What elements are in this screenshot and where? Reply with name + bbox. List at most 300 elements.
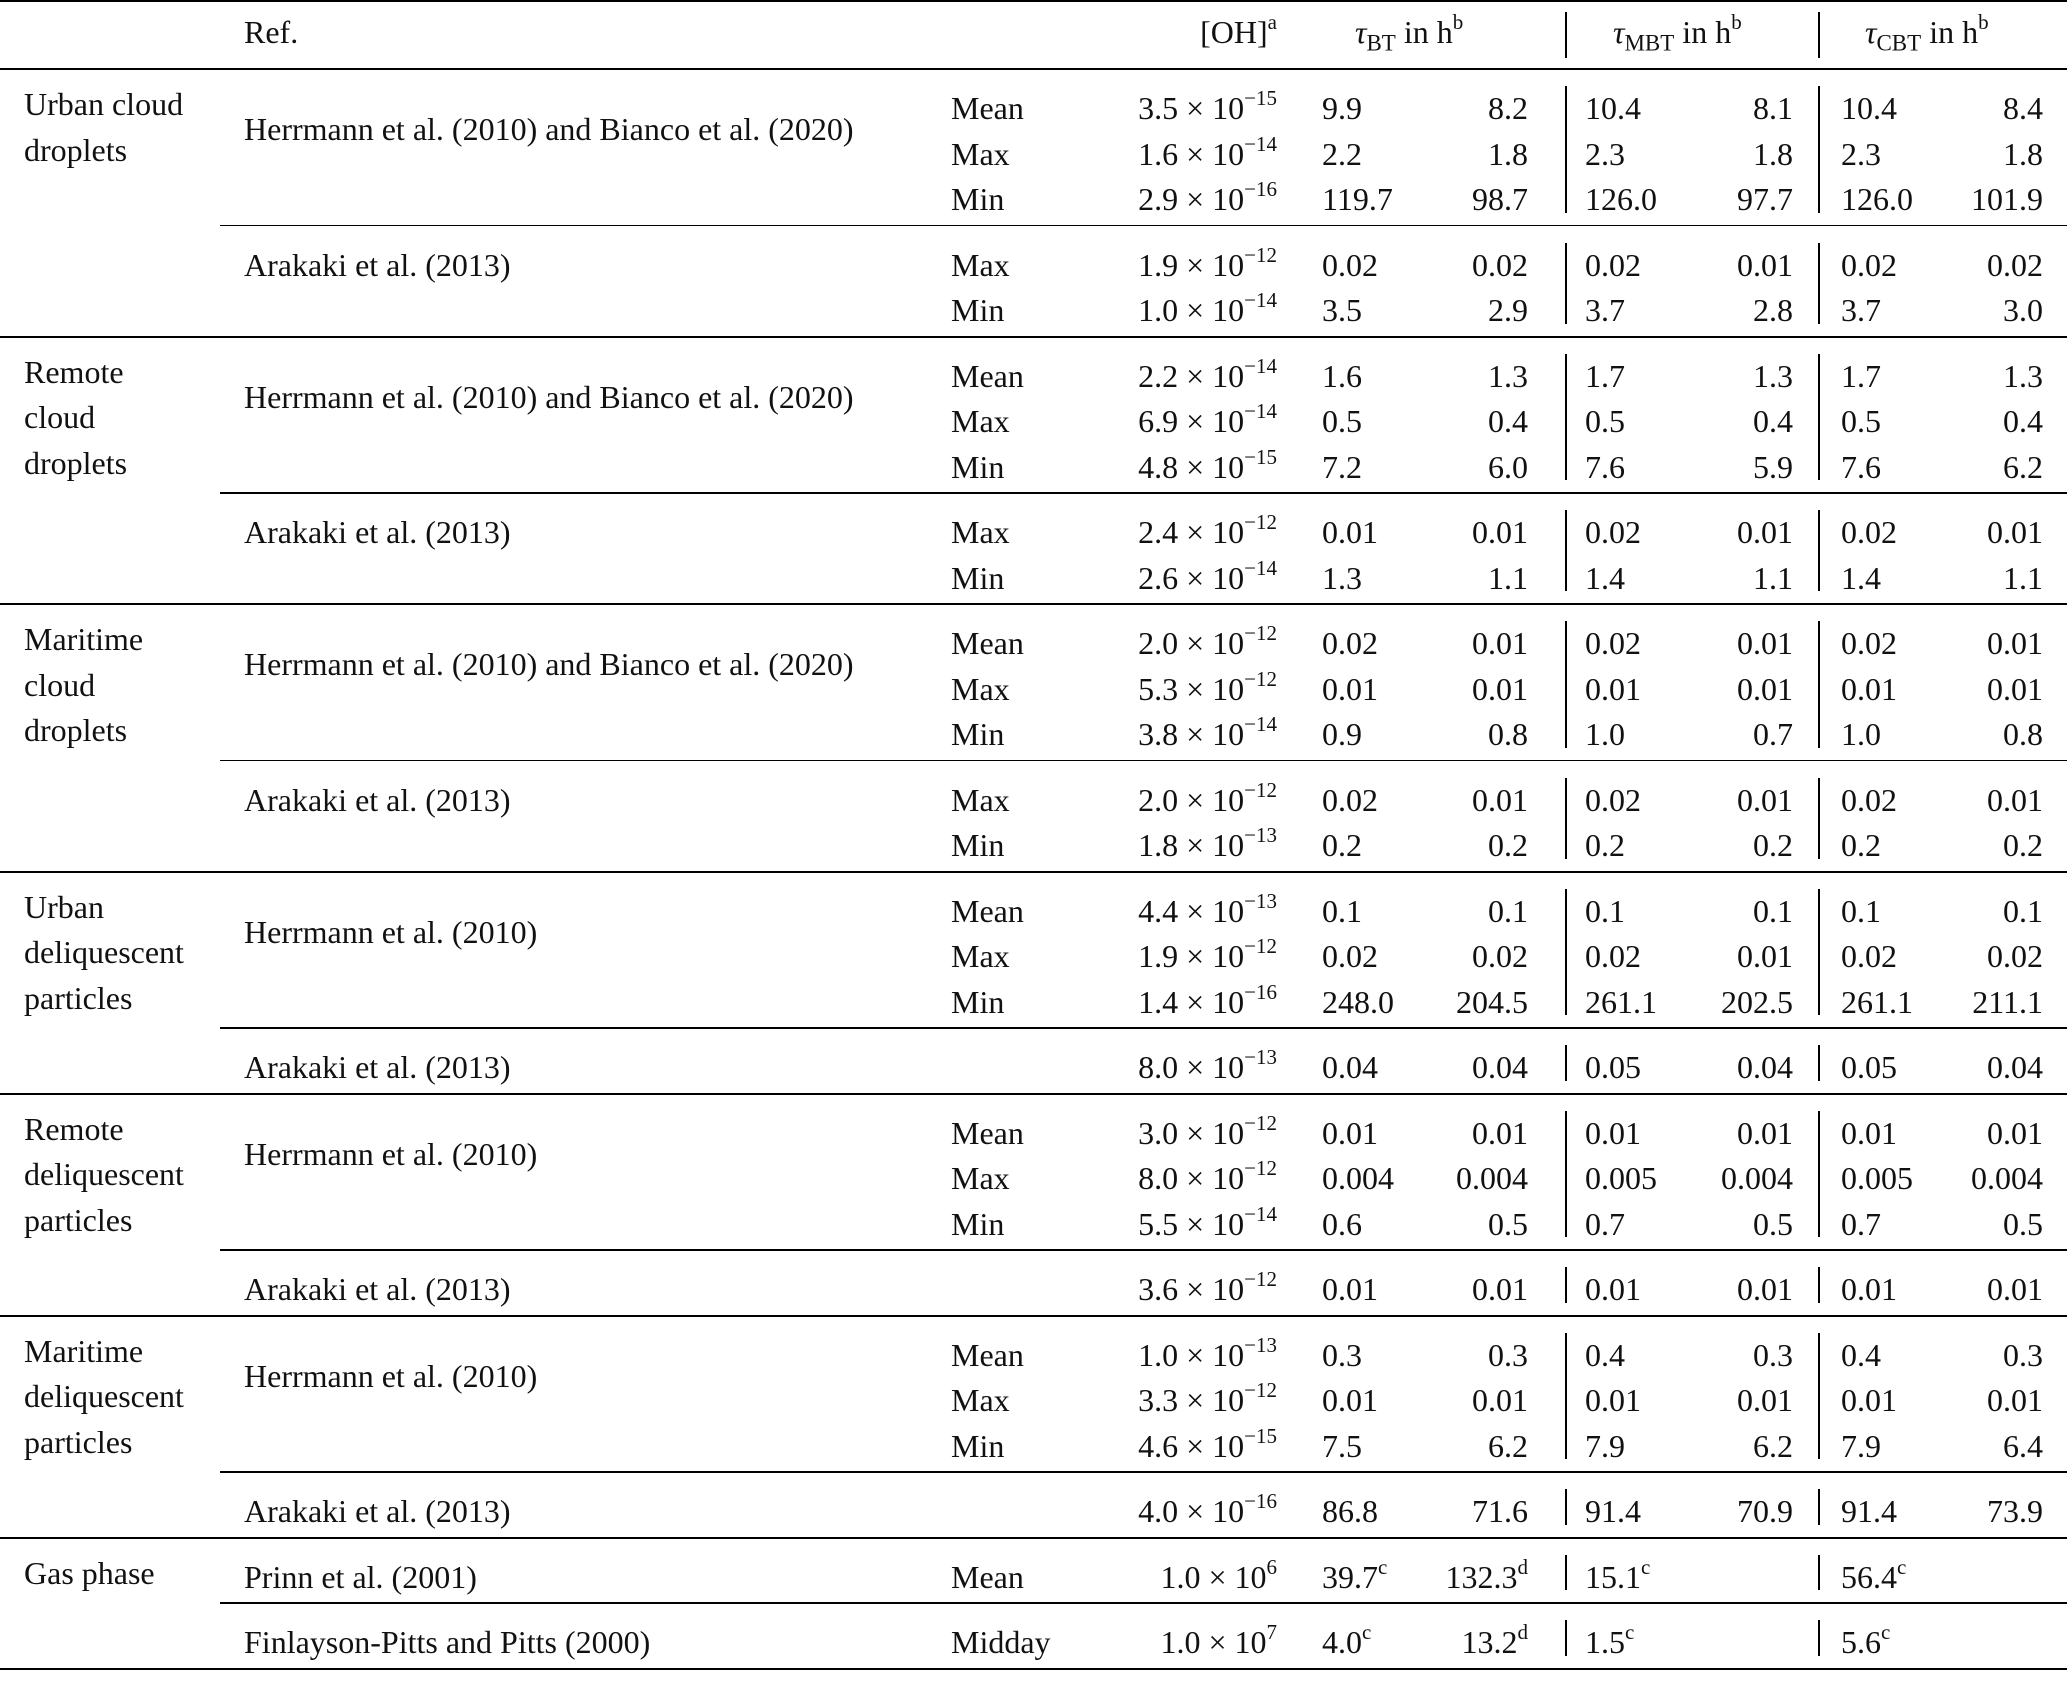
stat-text: Midday <box>951 1624 1051 1660</box>
lifetime-number: 119.7 <box>1322 181 1393 217</box>
lifetime-number: 132.3 <box>1445 1558 1518 1595</box>
stat-label <box>951 1624 1051 1660</box>
lifetime-value <box>1585 1049 1641 1085</box>
group-name-line: cloud <box>24 399 96 435</box>
group-name-line: deliquescent <box>24 1378 184 1414</box>
lifetime-value <box>1987 782 2043 818</box>
lifetime-number: 0.01 <box>1987 625 2043 661</box>
reference-text: Arakaki et al. (2013) <box>244 781 511 818</box>
lifetime-number: 0.01 <box>1472 514 1528 550</box>
lifetime-number: 0.01 <box>1737 781 1793 818</box>
stat-label <box>951 136 1010 172</box>
tau-unit: in h <box>1921 14 1979 50</box>
rule-line <box>0 0 2067 2</box>
stat-label <box>951 782 1010 818</box>
lifetime-number: 91.4 <box>1841 1493 1897 1529</box>
lifetime-value <box>1322 938 1378 974</box>
lifetime-value <box>1472 1493 1528 1529</box>
tau-subscript: CBT <box>1876 30 1922 56</box>
oh-mantissa: 1.9 × 10 <box>1138 246 1245 283</box>
rule-line <box>0 603 2067 605</box>
lifetime-value <box>1737 938 1793 974</box>
stat-text: Min <box>951 1427 1005 1464</box>
lifetime-number: 1.7 <box>1841 357 1881 394</box>
lifetime-value <box>1585 247 1641 283</box>
reference-text: Arakaki et al. (2013) <box>244 1493 511 1529</box>
lifetime-number: 0.01 <box>1322 1271 1378 1307</box>
lifetime-number: 0.04 <box>1737 1049 1793 1085</box>
rule-line <box>0 1668 2067 1670</box>
lifetime-value <box>1472 181 1528 217</box>
lifetime-value <box>1585 938 1641 974</box>
lifetime-number: 101.9 <box>1971 181 2043 217</box>
lifetime-number: 2.2 <box>1322 135 1362 172</box>
oh-exponent: −12 <box>1244 510 1277 535</box>
group-name-line: particles <box>24 979 133 1016</box>
lifetime-value <box>1841 1271 1897 1307</box>
lifetime-number: 6.2 <box>1488 1427 1528 1464</box>
lifetime-value <box>1472 1049 1528 1085</box>
stat-text: Max <box>951 135 1010 172</box>
oh-exponent: −14 <box>1244 353 1277 378</box>
lifetime-number: 97.7 <box>1737 181 1793 217</box>
lifetime-value <box>1322 671 1378 707</box>
lifetime-number: 0.1 <box>1841 892 1881 929</box>
column-separator <box>1818 778 1820 859</box>
reference-cell <box>244 1271 511 1307</box>
lifetime-value <box>1585 827 1625 863</box>
lifetime-number: 0.01 <box>1737 1382 1793 1418</box>
rule-line <box>0 336 2067 338</box>
lifetime-value <box>1841 1382 1897 1418</box>
stat-text: Mean <box>951 625 1024 661</box>
lifetime-value <box>1488 403 1528 439</box>
lifetime-number: 1.5 <box>1585 1624 1625 1660</box>
lifetime-number: 2.9 <box>1488 292 1528 328</box>
lifetime-number: 0.02 <box>1585 625 1641 661</box>
lifetime-number: 0.04 <box>1322 1049 1378 1085</box>
lifetime-value <box>1585 1620 1635 1660</box>
group-name <box>24 82 183 173</box>
group-name-line: Urban <box>24 888 104 925</box>
lifetime-value <box>1721 984 1793 1020</box>
lifetime-number: 0.2 <box>1753 827 1793 863</box>
stat-label <box>951 1160 1010 1196</box>
lifetime-number: 1.4 <box>1585 559 1625 596</box>
lifetime-value <box>1841 247 1897 283</box>
lifetime-value <box>1737 782 1793 818</box>
column-separator <box>1818 12 1820 58</box>
lifetime-value <box>1971 181 2043 217</box>
group-name <box>24 1329 184 1466</box>
lifetime-number: 0.04 <box>1472 1049 1528 1085</box>
lifetime-number: 7.5 <box>1322 1427 1362 1464</box>
oh-mantissa: 2.2 × 10 <box>1138 357 1245 394</box>
oh-exponent: −13 <box>1244 1332 1277 1357</box>
lifetime-value <box>1737 1049 1793 1085</box>
stat-text: Max <box>951 403 1010 439</box>
lifetime-number: 0.004 <box>1971 1160 2043 1196</box>
header-oh-text: [OH] <box>1200 14 1268 50</box>
oh-exponent: −14 <box>1244 399 1277 424</box>
lifetime-value <box>1841 1160 1913 1196</box>
lifetime-value <box>2003 560 2043 596</box>
group-name-line: Maritime <box>24 1332 144 1369</box>
lifetime-number: 0.01 <box>1737 1114 1793 1151</box>
lifetime-value <box>1841 514 1897 550</box>
stat-text: Min <box>951 827 1005 863</box>
stat-text: Mean <box>951 1558 1024 1595</box>
oh-mantissa: 1.6 × 10 <box>1138 135 1245 172</box>
oh-exponent: 6 <box>1266 1554 1277 1579</box>
lifetime-value <box>1841 1115 1897 1151</box>
oh-value <box>1138 1045 1277 1085</box>
lifetime-number: 0.01 <box>1737 1271 1793 1307</box>
oh-exponent: −16 <box>1244 177 1277 202</box>
stat-label <box>951 1337 1024 1373</box>
lifetime-number: 0.004 <box>1456 1160 1528 1196</box>
lifetime-number: 9.9 <box>1322 90 1362 126</box>
group-name <box>24 1107 184 1244</box>
lifetime-value <box>1445 1554 1529 1595</box>
lifetime-number: 0.4 <box>1841 1336 1881 1373</box>
stat-text: Max <box>951 670 1010 707</box>
lifetime-number: 1.3 <box>1488 357 1528 394</box>
lifetime-value <box>1987 1049 2043 1085</box>
lifetime-number: 0.02 <box>1841 938 1897 974</box>
reference-text: Arakaki et al. (2013) <box>244 514 511 550</box>
reference-text: Arakaki et al. (2013) <box>244 1271 511 1307</box>
stat-text: Mean <box>951 357 1024 394</box>
lifetime-number: 6.2 <box>2003 448 2043 485</box>
lifetime-number: 1.0 <box>1585 716 1625 752</box>
oh-value <box>1138 510 1277 550</box>
oh-mantissa: 2.4 × 10 <box>1138 514 1245 550</box>
lifetime-value <box>1585 782 1641 818</box>
oh-value <box>1138 712 1277 752</box>
lifetime-value <box>1737 1271 1793 1307</box>
lifetime-number: 2.3 <box>1841 135 1881 172</box>
lifetime-value <box>1488 893 1528 929</box>
column-separator <box>1818 510 1820 591</box>
stat-text: Mean <box>951 90 1024 126</box>
reference-cell <box>244 1049 511 1085</box>
oh-value <box>1138 1489 1277 1529</box>
lifetime-number: 0.3 <box>2003 1336 2043 1373</box>
stat-text: Min <box>951 1205 1005 1242</box>
reference-cell <box>244 646 854 682</box>
stat-label <box>951 1206 1004 1242</box>
lifetime-number: 0.01 <box>1322 1382 1378 1418</box>
rule-line <box>0 1537 2067 1539</box>
lifetime-value <box>1987 671 2043 707</box>
lifetime-number: 0.01 <box>1472 625 1528 661</box>
lifetime-value <box>2003 827 2043 863</box>
lifetime-number: 71.6 <box>1472 1493 1528 1529</box>
lifetime-number: 0.7 <box>1841 1205 1881 1242</box>
lifetime-number: 0.9 <box>1322 716 1362 752</box>
lifetime-number: 7.6 <box>1585 448 1625 485</box>
lifetime-value <box>1585 560 1625 596</box>
stat-label <box>951 827 1004 863</box>
lifetime-number: 0.1 <box>1585 892 1625 929</box>
lifetime-value <box>1971 1160 2043 1196</box>
lifetime-number: 0.01 <box>1472 1271 1528 1307</box>
rule-line <box>0 1315 2067 1317</box>
reference-cell <box>244 1624 650 1660</box>
lifetime-footnote: c <box>1362 1620 1372 1645</box>
header-ref <box>244 14 298 50</box>
lifetime-value <box>1322 292 1362 328</box>
lifetime-value <box>1721 1160 1793 1196</box>
lifetime-number: 0.1 <box>1488 892 1528 929</box>
rule-line <box>0 871 2067 873</box>
lifetime-number: 0.02 <box>1585 246 1641 283</box>
lifetime-number: 13.2 <box>1461 1624 1518 1660</box>
tau-symbol: τ <box>1865 14 1877 50</box>
lifetime-number: 248.0 <box>1322 983 1394 1020</box>
lifetime-number: 0.01 <box>1987 781 2043 818</box>
lifetime-value <box>1753 403 1793 439</box>
lifetime-number: 0.3 <box>1322 1336 1362 1373</box>
lifetime-number: 0.01 <box>1322 514 1378 550</box>
oh-value <box>1138 1156 1277 1196</box>
oh-mantissa: 3.0 × 10 <box>1138 1114 1245 1151</box>
lifetime-value <box>1841 984 1913 1020</box>
reference-text: Herrmann et al. (2010) and Bianco et al. (2020) <box>244 646 854 682</box>
oh-value <box>1138 979 1277 1020</box>
lifetime-value <box>1585 403 1625 439</box>
oh-mantissa: 8.0 × 10 <box>1138 1049 1245 1085</box>
lifetime-number: 1.3 <box>2003 357 2043 394</box>
lifetime-number: 0.5 <box>1753 1205 1793 1242</box>
stat-label <box>951 514 1010 550</box>
lifetime-value <box>1737 1382 1793 1418</box>
lifetime-value <box>1322 449 1362 485</box>
oh-exponent: −12 <box>1244 666 1277 691</box>
oh-exponent: −14 <box>1244 712 1277 737</box>
lifetime-value <box>1488 716 1528 752</box>
lifetime-value <box>1753 358 1793 394</box>
lifetime-number: 126.0 <box>1841 181 1913 217</box>
stat-text: Mean <box>951 1114 1024 1151</box>
lifetime-number: 15.1 <box>1585 1558 1641 1595</box>
lifetime-number: 0.2 <box>2003 827 2043 863</box>
lifetime-value <box>1987 1493 2043 1529</box>
lifetime-value <box>1753 560 1793 596</box>
ref-separator <box>220 492 2067 494</box>
ref-separator <box>220 1249 2067 1251</box>
column-separator <box>1565 510 1567 591</box>
column-separator <box>1818 621 1820 748</box>
lifetime-number: 0.01 <box>1737 514 1793 550</box>
lifetime-value <box>1737 1493 1793 1529</box>
lifetime-number: 0.7 <box>1585 1205 1625 1242</box>
lifetime-value <box>1585 136 1625 172</box>
lifetime-value <box>1488 560 1528 596</box>
stat-label <box>951 292 1004 328</box>
lifetime-number: 0.01 <box>1841 1114 1897 1151</box>
lifetime-number: 1.8 <box>2003 135 2043 172</box>
oh-mantissa: 1.0 × 10 <box>1138 292 1245 328</box>
lifetime-value <box>1322 1337 1362 1373</box>
oh-mantissa: 3.8 × 10 <box>1138 716 1245 752</box>
oh-exponent: −16 <box>1244 1489 1277 1514</box>
header-tau-cbt <box>1865 10 1989 56</box>
lifetime-value <box>1737 671 1793 707</box>
oh-exponent: 7 <box>1266 1620 1277 1645</box>
header-oh-footnote: a <box>1267 10 1277 35</box>
lifetime-number: 0.02 <box>1322 938 1378 974</box>
reference-text: Arakaki et al. (2013) <box>244 1049 511 1085</box>
reference-cell <box>244 111 854 147</box>
stat-text: Max <box>951 514 1010 550</box>
tau-footnote: b <box>1452 10 1464 35</box>
lifetime-value <box>1753 1428 1793 1464</box>
stat-label <box>951 984 1004 1020</box>
lifetime-value <box>1488 1337 1528 1373</box>
lifetime-number: 7.6 <box>1841 448 1881 485</box>
stat-label <box>951 1115 1024 1151</box>
column-separator <box>1565 243 1567 324</box>
lifetime-value <box>1322 1049 1378 1085</box>
group-name-line: Maritime <box>24 621 144 657</box>
lifetime-number: 0.02 <box>1841 781 1897 818</box>
lifetime-number: 1.8 <box>1753 135 1793 172</box>
lifetime-number: 261.1 <box>1585 983 1657 1020</box>
lifetime-number: 3.5 <box>1322 292 1362 328</box>
lifetime-value <box>1461 1620 1529 1660</box>
oh-mantissa: 2.6 × 10 <box>1138 559 1245 596</box>
lifetime-number: 0.01 <box>1737 246 1793 283</box>
lifetime-number: 70.9 <box>1737 1493 1793 1529</box>
lifetime-number: 7.9 <box>1841 1427 1881 1464</box>
lifetime-number: 0.5 <box>2003 1205 2043 1242</box>
tau-symbol: τ <box>1613 14 1625 50</box>
ref-separator <box>220 225 2067 227</box>
lifetime-number: 0.004 <box>1322 1160 1394 1196</box>
header-tau-mbt <box>1613 10 1742 56</box>
oh-mantissa: 4.4 × 10 <box>1138 892 1245 929</box>
oh-exponent: −15 <box>1244 1423 1277 1448</box>
lifetime-value <box>2003 893 2043 929</box>
lifetime-number: 0.02 <box>1841 514 1897 550</box>
lifetime-value <box>1472 247 1528 283</box>
oh-mantissa: 2.0 × 10 <box>1138 625 1245 661</box>
stat-text: Min <box>951 559 1005 596</box>
lifetime-value <box>1972 984 2043 1020</box>
lifetime-number: 0.01 <box>1585 1271 1641 1307</box>
lifetime-value <box>1585 984 1657 1020</box>
lifetime-number: 0.7 <box>1753 716 1793 752</box>
column-separator <box>1818 1333 1820 1460</box>
lifetime-value <box>1488 449 1528 485</box>
group-name-line: droplets <box>24 131 128 168</box>
column-separator <box>1565 778 1567 859</box>
oh-value <box>1138 666 1277 707</box>
lifetime-number: 0.01 <box>1472 1114 1528 1151</box>
lifetime-value <box>2003 1206 2043 1242</box>
lifetime-number: 7.9 <box>1585 1427 1625 1464</box>
lifetime-number: 0.02 <box>1841 625 1897 661</box>
lifetime-number: 56.4 <box>1841 1558 1897 1595</box>
group-name-line: Gas phase <box>24 1554 155 1591</box>
lifetime-value <box>1488 292 1528 328</box>
group-name <box>24 1551 155 1597</box>
lifetime-number: 0.04 <box>1987 1049 2043 1085</box>
lifetime-number: 0.01 <box>1987 1271 2043 1307</box>
group-name-line: Urban cloud <box>24 86 184 122</box>
oh-value <box>1138 353 1277 394</box>
stat-label <box>951 938 1010 974</box>
column-separator <box>1818 1555 1820 1591</box>
lifetime-value <box>1585 893 1625 929</box>
lifetime-number: 0.02 <box>1841 246 1897 283</box>
lifetime-number: 1.1 <box>1488 559 1528 596</box>
lifetime-number: 0.05 <box>1585 1049 1641 1085</box>
stat-label <box>951 181 1004 217</box>
oh-value <box>1160 1554 1277 1595</box>
lifetime-footnote: c <box>1881 1620 1891 1645</box>
lifetime-number: 0.2 <box>1841 827 1881 863</box>
lifetime-value <box>1585 1493 1641 1529</box>
oh-mantissa: 1.0 × 10 <box>1160 1624 1267 1660</box>
lifetime-value <box>1322 827 1362 863</box>
column-separator <box>1565 12 1567 58</box>
lifetime-value <box>1753 716 1793 752</box>
oh-value <box>1138 444 1277 485</box>
lifetime-value <box>1322 716 1362 752</box>
column-separator <box>1565 1267 1567 1303</box>
lifetime-value <box>1472 625 1528 661</box>
lifetime-value <box>1456 1160 1528 1196</box>
oh-exponent: −15 <box>1244 86 1277 111</box>
oh-exponent: −14 <box>1244 555 1277 580</box>
lifetime-number: 73.9 <box>1987 1493 2043 1529</box>
lifetime-value <box>2003 358 2043 394</box>
lifetime-number: 0.02 <box>1472 938 1528 974</box>
lifetime-number: 0.02 <box>1987 938 2043 974</box>
header-tau-bt <box>1355 10 1464 56</box>
lifetime-value <box>1841 1554 1907 1595</box>
lifetime-value <box>1753 292 1793 328</box>
oh-exponent: −12 <box>1244 1110 1277 1135</box>
rule-line <box>0 1093 2067 1095</box>
group-name-line: droplets <box>24 712 128 748</box>
oh-mantissa: 2.0 × 10 <box>1138 781 1245 818</box>
column-separator <box>1565 1333 1567 1460</box>
lifetime-value <box>1585 449 1625 485</box>
lifetime-number: 6.0 <box>1488 448 1528 485</box>
column-separator <box>1565 889 1567 1016</box>
lifetime-number: 0.8 <box>1488 716 1528 752</box>
lifetime-value <box>1841 1049 1897 1085</box>
oh-exponent: −14 <box>1244 1201 1277 1226</box>
lifetime-number: 0.2 <box>1585 827 1625 863</box>
ref-separator <box>220 1471 2067 1473</box>
stat-label <box>951 625 1024 661</box>
lifetime-number: 126.0 <box>1585 181 1657 217</box>
column-separator <box>1565 621 1567 748</box>
lifetime-number: 0.02 <box>1322 781 1378 818</box>
lifetime-value <box>1841 1493 1897 1529</box>
column-separator <box>1818 1111 1820 1238</box>
tau-subscript: BT <box>1366 30 1396 56</box>
oh-exponent: −16 <box>1244 979 1277 1004</box>
lifetime-value <box>2003 1428 2043 1464</box>
lifetime-number: 8.4 <box>2003 90 2043 126</box>
lifetime-value <box>1841 893 1881 929</box>
